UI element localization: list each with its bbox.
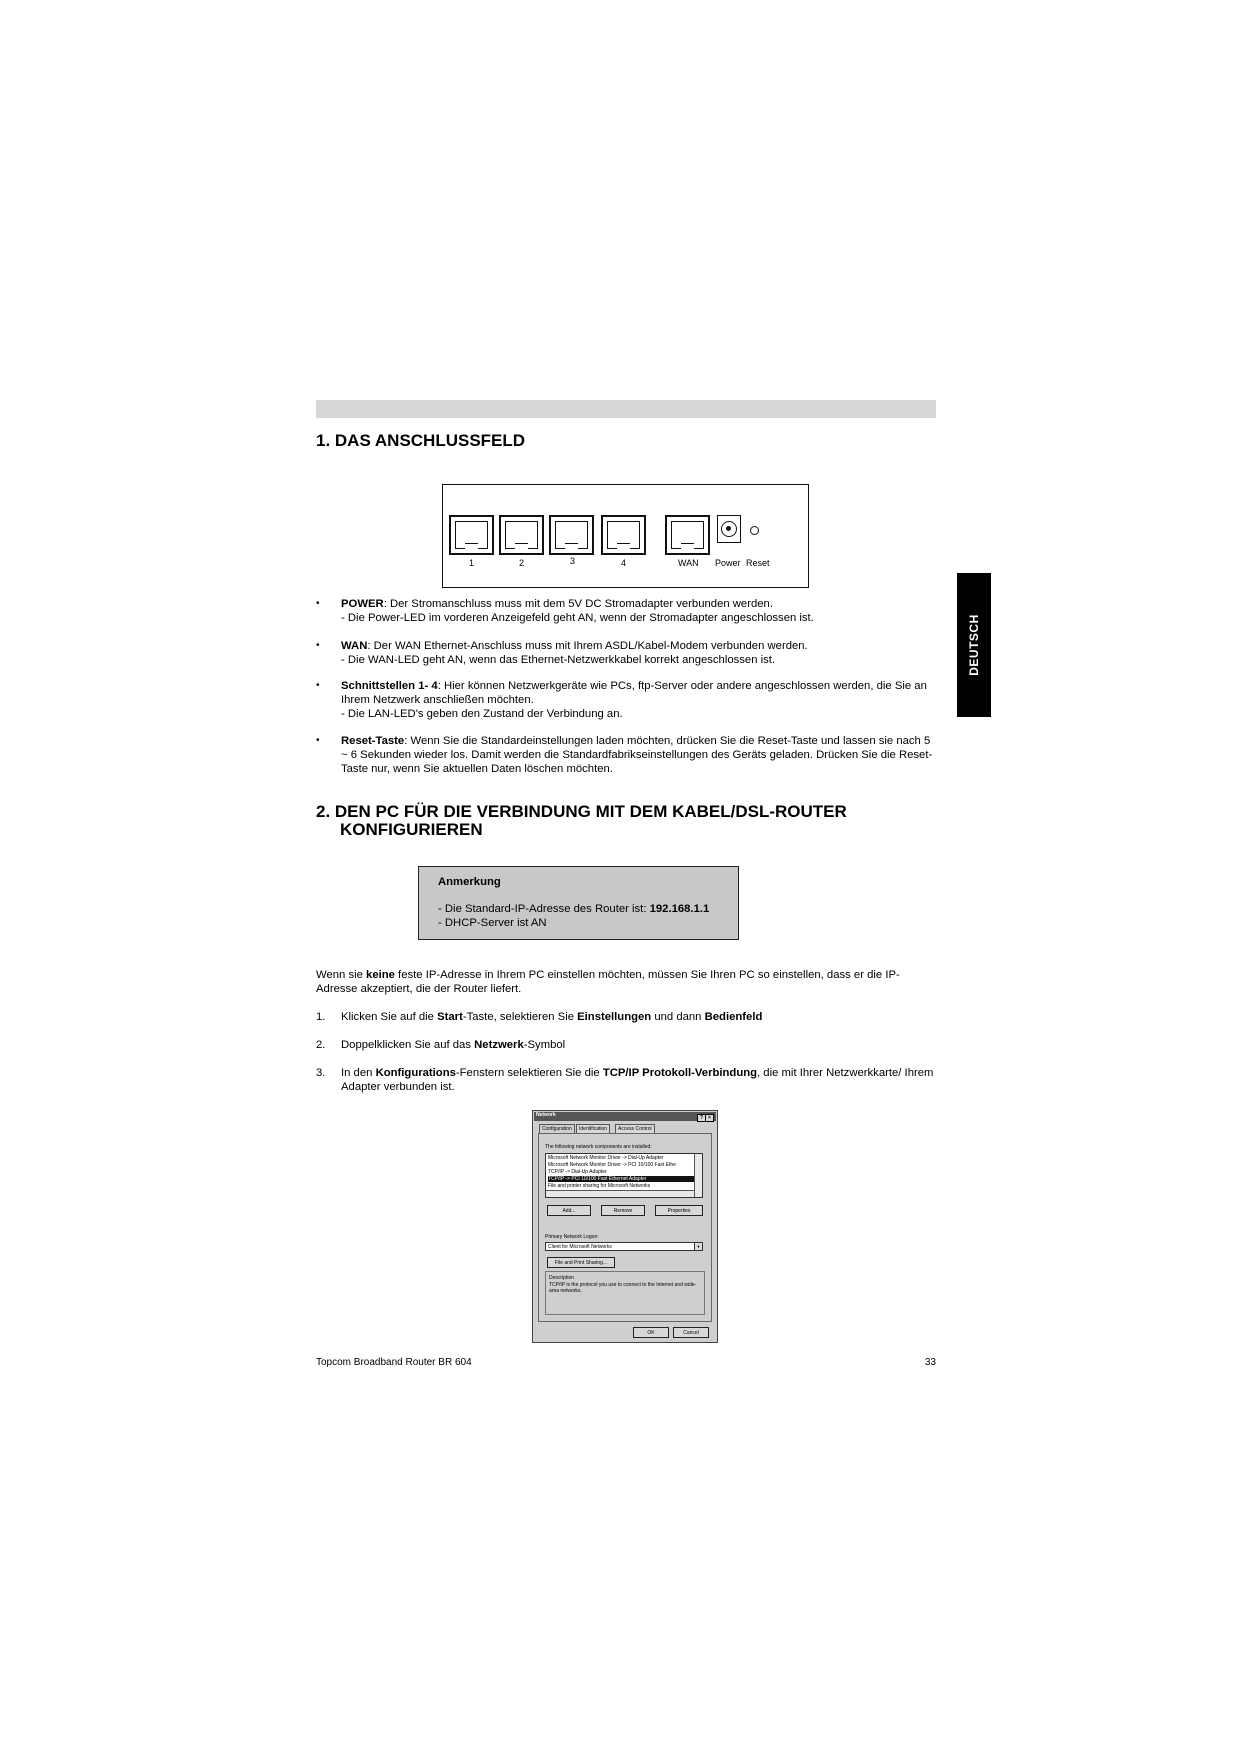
bullet-dot: •: [316, 640, 320, 651]
file-print-sharing-button[interactable]: File and Print Sharing...: [547, 1257, 615, 1268]
step-number: 1.: [316, 1011, 326, 1023]
panel-label-2: 2: [519, 558, 525, 568]
section1-heading: 1. DAS ANSCHLUSSFELD: [316, 431, 526, 450]
section2-heading-line1: 2. DEN PC FÜR DIE VERBINDUNG MIT DEM KABEL/DSL-ROUTER: [316, 802, 847, 821]
panel-label-4: 4: [621, 558, 627, 568]
lan-port-4-illustration: [601, 515, 646, 555]
wan-port-illustration: [665, 515, 710, 555]
close-button[interactable]: ×: [705, 1114, 714, 1122]
panel-label-power: Power: [715, 558, 741, 568]
power-jack-illustration: [717, 515, 741, 543]
note-ip-line: - Die Standard-IP-Adresse des Router ist: 192.168.1.1: [438, 903, 710, 915]
components-label: The following network components are installed:: [545, 1144, 652, 1150]
primary-logon-label: Primary Network Logon:: [545, 1234, 599, 1240]
router-back-panel-illustration: [442, 484, 809, 588]
list-horizontal-scrollbar[interactable]: [546, 1190, 694, 1197]
help-button[interactable]: ?: [697, 1114, 706, 1122]
lan-port-1-illustration: [449, 515, 494, 555]
bullet-term: Schnittstellen 1- 4: [341, 680, 438, 692]
ok-button[interactable]: OK: [633, 1327, 669, 1338]
bullet-dot: •: [316, 735, 320, 746]
language-label: DEUTSCH: [967, 614, 981, 676]
lan-port-2-illustration: [499, 515, 544, 555]
list-item[interactable]: TCP/IP -> Dial-Up Adapter: [548, 1169, 607, 1175]
bullet-dot: •: [316, 598, 320, 609]
lan-port-3-illustration: [549, 515, 594, 555]
dialog-title: Network: [536, 1112, 556, 1118]
list-item[interactable]: Microsoft Network Monitor Driver -> Dial-Up Adapter: [548, 1155, 664, 1161]
network-dialog-screenshot: [532, 1110, 718, 1343]
step-number: 3.: [316, 1067, 326, 1079]
header-bar: [316, 400, 936, 418]
footer-product: Topcom Broadband Router BR 604: [316, 1357, 472, 1368]
bullet-text: : Der Stromanschluss muss mit dem 5V DC Stromadapter verbunden werden.: [383, 598, 773, 610]
description-label: Description: [549, 1275, 575, 1281]
list-item[interactable]: Microsoft Network Monitor Driver -> PCI 10/100 Fast Ethe: [548, 1162, 676, 1168]
bullet-term: WAN: [341, 640, 368, 652]
page-number: 33: [924, 1357, 936, 1368]
panel-label-wan: WAN: [678, 558, 699, 568]
list-vertical-scrollbar[interactable]: [694, 1154, 702, 1197]
bullet-text: : Der WAN Ethernet-Anschluss muss mit Ihrem ASDL/Kabel-Modem verbunden werden.: [367, 640, 808, 652]
panel-label-3: 3: [570, 556, 576, 566]
tab-configuration[interactable]: Configuration: [539, 1124, 575, 1133]
bullet-subline: - Die Power-LED im vorderen Anzeigefeld geht AN, wenn der Stromadapter angeschlossen ist.: [341, 612, 814, 624]
note-title: Anmerkung: [438, 876, 501, 888]
bullet-dot: •: [316, 680, 320, 691]
bullet-text: : Hier können Netzwerkgeräte wie PCs, ftp-Server oder andere angeschlossen werden, die Sie an Ihrem Netzwerk anschließen möchten.: [341, 680, 927, 706]
bullet-subline: - Die WAN-LED geht AN, wenn das Ethernet-Netzwerkkabel korrekt angeschlossen ist.: [341, 654, 776, 666]
section2-heading: [316, 803, 936, 839]
reset-hole-illustration: [750, 526, 759, 535]
primary-logon-select[interactable]: Client for Microsoft Networks ▼: [545, 1242, 703, 1251]
tab-identification[interactable]: Identification: [576, 1124, 610, 1133]
bullet-term: Reset-Taste: [341, 735, 405, 747]
properties-button[interactable]: Properties: [655, 1205, 703, 1216]
list-item-selected[interactable]: TCP/IP -> PCI 10/100 Fast Ethernet Adapter: [548, 1176, 694, 1182]
bullet-text: : Wenn Sie die Standardeinstellungen laden möchten, drücken Sie die Reset-Taste und lassen sie nach 5 ~ 6 Sekunden wieder los. Damit werden die Standardfabrikseinstellungen des Geräts geladen. Drücken Sie die Reset-Taste nur, wenn Sie aktuellen Daten löschen möchten.: [341, 735, 933, 775]
step-number: 2.: [316, 1039, 326, 1051]
dialog-titlebar: [534, 1112, 716, 1121]
description-group: [545, 1271, 705, 1315]
cancel-button[interactable]: Cancel: [673, 1327, 709, 1338]
language-tab: [957, 573, 991, 717]
list-item[interactable]: File and printer sharing for Microsoft Networks: [548, 1183, 651, 1189]
tab-access-control[interactable]: Access Control: [615, 1124, 655, 1133]
panel-label-reset: Reset: [746, 558, 770, 568]
chevron-down-icon[interactable]: ▼: [694, 1243, 702, 1250]
description-text: TCP/IP is the protocol you use to connect to the Internet and wide-area networks.: [549, 1282, 697, 1294]
panel-label-1: 1: [469, 558, 475, 568]
add-button[interactable]: Add...: [547, 1205, 591, 1216]
remove-button[interactable]: Remove: [601, 1205, 645, 1216]
components-list[interactable]: [545, 1153, 703, 1198]
bullet-subline: - Die LAN-LED's geben den Zustand der Verbindung an.: [341, 708, 623, 720]
intro-paragraph: Wenn sie keine feste IP-Adresse in Ihrem PC einstellen möchten, müssen Sie Ihren PC so einstellen, dass er die IP-Adresse akzeptiert, die der Router liefert.: [316, 969, 900, 995]
note-box: [418, 866, 739, 940]
section2-heading-line2: KONFIGURIEREN: [340, 820, 483, 839]
note-dhcp-line: - DHCP-Server ist AN: [438, 917, 547, 929]
note-ip-address: 192.168.1.1: [649, 903, 710, 915]
bullet-term: POWER: [341, 598, 384, 610]
